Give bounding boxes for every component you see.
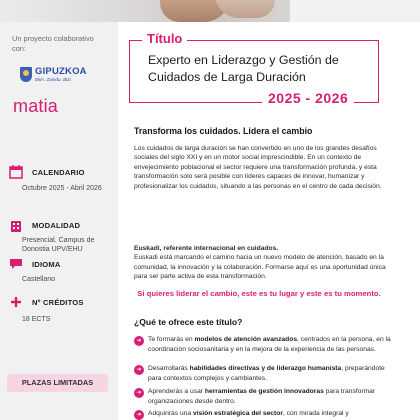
benefit-text: Desarrollarás habilidades directivas y de liderazgo humanista, preparándote para contextos complejos y cambiantes. <box>148 365 385 382</box>
limited-places-badge: PLAZAS LIMITADAS <box>7 374 108 392</box>
collaborator-intro: Un proyecto colaborativo con: <box>12 34 94 53</box>
credits-heading: Nº CRÉDITOS <box>32 298 84 307</box>
matia-logo: matia <box>13 96 59 116</box>
modality-value: Presencial. Campus de Donostia UPV/EHU <box>22 237 95 253</box>
benefit-text: Te formarás en modelos de atención avanzados, centrados en la persona, en la coordinación sociosanitaria y en la mejora de la experiencia de las personas. <box>148 336 391 353</box>
sidebar <box>0 22 118 420</box>
benefit-text: Aprenderás a usar herramientas de gestión innovadoras para transformar organizaciones desde dentro. <box>148 388 376 405</box>
modality-heading: MODALIDAD <box>32 221 81 230</box>
arrow-bullet-icon: ➜ <box>134 410 144 420</box>
gipuzkoa-logo-name: GIPUZKOA <box>35 66 87 77</box>
gipuzkoa-logo-motto: Ekin. Zaindu. Bizi. <box>35 77 72 82</box>
calendar-value: Octubre 2025 - Abril 2026 <box>22 185 102 192</box>
section-subtitle: Transforma los cuidados. Lidera el cambio <box>134 126 313 136</box>
language-heading: IDIOMA <box>32 260 61 269</box>
speech-bubble-icon <box>8 257 24 271</box>
arrow-bullet-icon: ➜ <box>134 388 144 398</box>
euskadi-paragraph <box>134 244 386 282</box>
plus-icon <box>8 295 24 309</box>
benefit-text: Adquirirás una visión estratégica del sector, con mirada integral y <box>148 410 349 417</box>
hero-photo <box>0 0 420 22</box>
euskadi-text: Euskadi está marcando el camino hacia un nuevo modelo de atención, basado en la comunidad, la innovación y la colaboración. Formarse aquí es una oportunidad única para ser parte activa de esta transformación. <box>134 254 386 281</box>
call-to-action-text: Si quieres liderar el cambio, este es tu lugar y este es tu momento. <box>137 289 381 298</box>
page-title: Experto en Liderazgo y Gestión de Cuidados de Larga Duración <box>148 53 339 84</box>
hand-shape-right <box>215 0 275 18</box>
gipuzkoa-shield-icon <box>20 67 32 82</box>
arrow-bullet-icon: ➜ <box>134 365 144 375</box>
building-icon <box>8 219 24 233</box>
language-value: Castellano <box>22 276 56 283</box>
academic-year: 2025 - 2026 <box>262 90 354 106</box>
arrow-bullet-icon: ➜ <box>134 336 144 346</box>
gipuzkoa-logo <box>20 66 100 88</box>
credits-value: 18 ECTS <box>22 316 51 323</box>
euskadi-heading: Euskadi, referente internacional en cuidados. <box>134 245 279 252</box>
title-tag: Título <box>142 31 187 46</box>
benefits-heading: ¿Qué te ofrece este título? <box>134 317 243 327</box>
intro-paragraph: Los cuidados de larga duración se han convertido en uno de los grandes desafíos sociales del siglo XXI y en un motor social imprescindible. En un contexto de envejecimiento poblacional el sector requiere una transformación profunda, y esta transformación solo será posible con líderes capaces de innovar, humanizar y profesionalizar los cuidados, situando a las personas en el centro de cada decisión. <box>134 145 382 190</box>
sleeve-shape <box>290 0 420 22</box>
calendar-icon <box>8 165 24 179</box>
calendar-heading: CALENDARIO <box>32 168 85 177</box>
